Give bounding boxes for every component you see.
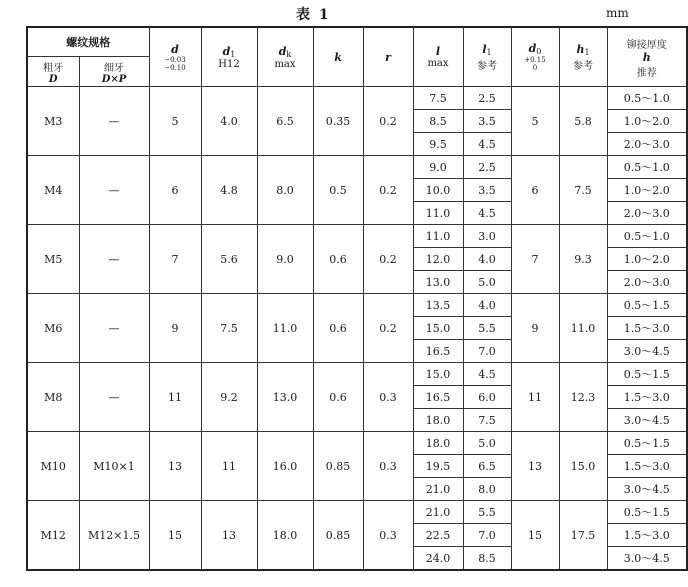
header-thread-spec: 螺纹规格 — [27, 27, 149, 57]
cell-d1: 4.0 — [201, 87, 257, 156]
cell-l: 24.0 — [413, 547, 463, 571]
cell-h: 0.5～1.5 — [607, 501, 687, 524]
header-d0 — [511, 27, 559, 87]
header-coarse-label: 粗牙 — [43, 62, 64, 74]
cell-d1: 5.6 — [201, 225, 257, 294]
cell-l1: 4.0 — [463, 294, 511, 317]
table-row — [27, 363, 687, 386]
header-l1 — [463, 27, 511, 87]
cell-dxp: — — [79, 294, 149, 363]
header-d0-tol-upper: +0.15 — [524, 56, 546, 64]
header-coarse-symbol: D — [48, 73, 58, 85]
header-h-title: 铆接厚度 — [626, 39, 667, 51]
cell-l1: 5.0 — [463, 271, 511, 294]
cell-k: 0.6 — [313, 363, 363, 432]
cell-d: M5 — [27, 225, 79, 294]
cell-l: 13.0 — [413, 271, 463, 294]
cell-l: 21.0 — [413, 501, 463, 524]
cell-r: 0.2 — [363, 87, 413, 156]
cell-l: 11.0 — [413, 202, 463, 225]
cell-dk: 11.0 — [257, 294, 313, 363]
cell-l: 10.0 — [413, 179, 463, 202]
cell-r: 0.2 — [363, 225, 413, 294]
cell-l1: 4.0 — [463, 248, 511, 271]
table-caption: 表 1 — [296, 7, 331, 23]
table-row — [27, 432, 687, 455]
header-dk-sub: k — [286, 49, 292, 59]
header-h-note: 推荐 — [636, 67, 657, 79]
cell-d1: 11 — [201, 432, 257, 501]
header-fine-symbol: D×P — [101, 73, 127, 85]
cell-h: 1.5～3.0 — [607, 317, 687, 340]
cell-h: 3.0～4.5 — [607, 340, 687, 363]
cell-l1: 3.5 — [463, 179, 511, 202]
rivet-nut-spec-table — [26, 26, 688, 571]
header-d-tol-upper: −0.03 — [164, 55, 186, 64]
cell-k: 0.85 — [313, 501, 363, 571]
cell-h: 0.5～1.5 — [607, 432, 687, 455]
header-h1-sub: 1 — [584, 47, 590, 57]
cell-l1: 8.5 — [463, 547, 511, 571]
header-dk-symbol: d — [278, 44, 287, 58]
header-h — [607, 27, 687, 87]
cell-h: 2.0～3.0 — [607, 271, 687, 294]
header-l-symbol: l — [435, 45, 441, 58]
cell-l1: 4.5 — [463, 363, 511, 386]
cell-d: 7 — [149, 225, 201, 294]
cell-dk: 13.0 — [257, 363, 313, 432]
cell-dxp: M10×1 — [79, 432, 149, 501]
cell-l1: 6.5 — [463, 455, 511, 478]
cell-l1: 7.0 — [463, 524, 511, 547]
cell-d: 5 — [149, 87, 201, 156]
cell-l1: 4.5 — [463, 202, 511, 225]
cell-d1: 7.5 — [201, 294, 257, 363]
header-h1-symbol: h — [576, 42, 585, 56]
cell-l: 12.0 — [413, 248, 463, 271]
cell-dk: 16.0 — [257, 432, 313, 501]
cell-h: 3.0～4.5 — [607, 547, 687, 571]
header-r-symbol: r — [385, 50, 391, 64]
cell-dxp: M12×1.5 — [79, 501, 149, 571]
header-k-symbol: k — [334, 50, 342, 64]
cell-d: M6 — [27, 294, 79, 363]
cell-d: 11 — [149, 363, 201, 432]
table-body — [27, 87, 687, 571]
cell-h: 2.0～3.0 — [607, 202, 687, 225]
header-coarse — [27, 57, 79, 87]
table-row — [27, 294, 687, 317]
cell-h: 1.5～3.0 — [607, 386, 687, 409]
cell-r: 0.3 — [363, 432, 413, 501]
cell-l: 19.5 — [413, 455, 463, 478]
cell-h: 1.5～3.0 — [607, 455, 687, 478]
header-fine — [79, 57, 149, 87]
table-row — [27, 501, 687, 524]
cell-h: 0.5～1.0 — [607, 87, 687, 110]
cell-d: M12 — [27, 501, 79, 571]
cell-k: 0.5 — [313, 156, 363, 225]
cell-l: 15.0 — [413, 363, 463, 386]
cell-l1: 7.0 — [463, 340, 511, 363]
cell-l: 15.0 — [413, 317, 463, 340]
cell-r: 0.2 — [363, 294, 413, 363]
header-d1 — [201, 27, 257, 87]
cell-h1: 7.5 — [559, 156, 607, 225]
cell-d0: 13 — [511, 432, 559, 501]
cell-d: 9 — [149, 294, 201, 363]
cell-d0: 6 — [511, 156, 559, 225]
header-d1-note: H12 — [218, 58, 240, 70]
cell-dk: 18.0 — [257, 501, 313, 571]
cell-l: 8.5 — [413, 110, 463, 133]
cell-h1: 11.0 — [559, 294, 607, 363]
cell-d0: 7 — [511, 225, 559, 294]
cell-d: M4 — [27, 156, 79, 225]
cell-h: 0.5～1.5 — [607, 294, 687, 317]
cell-r: 0.3 — [363, 501, 413, 571]
cell-dxp: — — [79, 225, 149, 294]
header-h-symbol: h — [642, 50, 651, 64]
cell-h1: 17.5 — [559, 501, 607, 571]
header-d1-symbol: d — [222, 44, 231, 58]
cell-l1: 6.0 — [463, 386, 511, 409]
header-fine-label: 细牙 — [104, 62, 124, 74]
cell-k: 0.85 — [313, 432, 363, 501]
header-k — [313, 27, 363, 87]
cell-d1: 9.2 — [201, 363, 257, 432]
cell-d0: 9 — [511, 294, 559, 363]
cell-l1: 5.0 — [463, 432, 511, 455]
header-l1-sub: 1 — [486, 47, 492, 57]
cell-d0: 15 — [511, 501, 559, 571]
cell-h: 2.0～3.0 — [607, 133, 687, 156]
cell-h: 1.0～2.0 — [607, 110, 687, 133]
cell-d: M10 — [27, 432, 79, 501]
header-dk-note: max — [274, 58, 296, 70]
cell-l: 13.5 — [413, 294, 463, 317]
cell-k: 0.6 — [313, 225, 363, 294]
cell-h: 1.5～3.0 — [607, 524, 687, 547]
header-d1-sub: 1 — [230, 49, 236, 59]
cell-d0: 5 — [511, 87, 559, 156]
cell-r: 0.3 — [363, 363, 413, 432]
cell-dxp: — — [79, 363, 149, 432]
cell-l: 18.0 — [413, 432, 463, 455]
cell-l: 16.5 — [413, 340, 463, 363]
cell-h: 3.0～4.5 — [607, 478, 687, 501]
cell-d: 15 — [149, 501, 201, 571]
cell-l: 11.0 — [413, 225, 463, 248]
cell-l1: 3.5 — [463, 110, 511, 133]
cell-d: M8 — [27, 363, 79, 432]
cell-l: 9.0 — [413, 156, 463, 179]
cell-l1: 5.5 — [463, 501, 511, 524]
header-r — [363, 27, 413, 87]
cell-h: 1.0～2.0 — [607, 248, 687, 271]
header-l — [413, 27, 463, 87]
header-d-tol-lower: −0.10 — [164, 63, 186, 72]
header-d — [149, 27, 201, 87]
cell-d: 13 — [149, 432, 201, 501]
cell-k: 0.35 — [313, 87, 363, 156]
cell-dk: 6.5 — [257, 87, 313, 156]
unit-label: mm — [606, 6, 629, 20]
cell-l1: 8.0 — [463, 478, 511, 501]
cell-h: 0.5～1.0 — [607, 156, 687, 179]
table-row — [27, 87, 687, 110]
header-h1 — [559, 27, 607, 87]
cell-h: 1.0～2.0 — [607, 179, 687, 202]
cell-l1: 3.0 — [463, 225, 511, 248]
cell-h: 3.0～4.5 — [607, 409, 687, 432]
cell-h: 0.5～1.0 — [607, 225, 687, 248]
cell-h1: 12.3 — [559, 363, 607, 432]
header-d0-sub: 0 — [536, 47, 542, 56]
cell-d: M3 — [27, 87, 79, 156]
cell-d: 6 — [149, 156, 201, 225]
cell-d0: 11 — [511, 363, 559, 432]
header-l-note: max — [427, 58, 449, 69]
cell-d1: 4.8 — [201, 156, 257, 225]
header-d0-tol-lower: 0 — [532, 64, 538, 72]
cell-k: 0.6 — [313, 294, 363, 363]
cell-h: 0.5～1.5 — [607, 363, 687, 386]
cell-dk: 8.0 — [257, 156, 313, 225]
table-row — [27, 156, 687, 179]
cell-l: 7.5 — [413, 87, 463, 110]
cell-h1: 15.0 — [559, 432, 607, 501]
cell-l: 16.5 — [413, 386, 463, 409]
cell-l1: 7.5 — [463, 409, 511, 432]
cell-d1: 13 — [201, 501, 257, 571]
header-h1-note: 参考 — [573, 60, 593, 72]
cell-h1: 5.8 — [559, 87, 607, 156]
cell-l1: 2.5 — [463, 156, 511, 179]
header-d0-symbol: d — [528, 42, 537, 55]
cell-dk: 9.0 — [257, 225, 313, 294]
cell-dxp: — — [79, 87, 149, 156]
cell-dxp: — — [79, 156, 149, 225]
header-l1-note: 参考 — [477, 60, 497, 72]
header-l1-symbol: l — [482, 42, 487, 56]
cell-l: 9.5 — [413, 133, 463, 156]
cell-l1: 5.5 — [463, 317, 511, 340]
table-row — [27, 225, 687, 248]
cell-l: 18.0 — [413, 409, 463, 432]
cell-l1: 4.5 — [463, 133, 511, 156]
cell-r: 0.2 — [363, 156, 413, 225]
cell-l1: 2.5 — [463, 87, 511, 110]
cell-h1: 9.3 — [559, 225, 607, 294]
cell-l: 22.5 — [413, 524, 463, 547]
cell-l: 21.0 — [413, 478, 463, 501]
header-dk — [257, 27, 313, 87]
header-d-symbol: d — [171, 42, 179, 56]
